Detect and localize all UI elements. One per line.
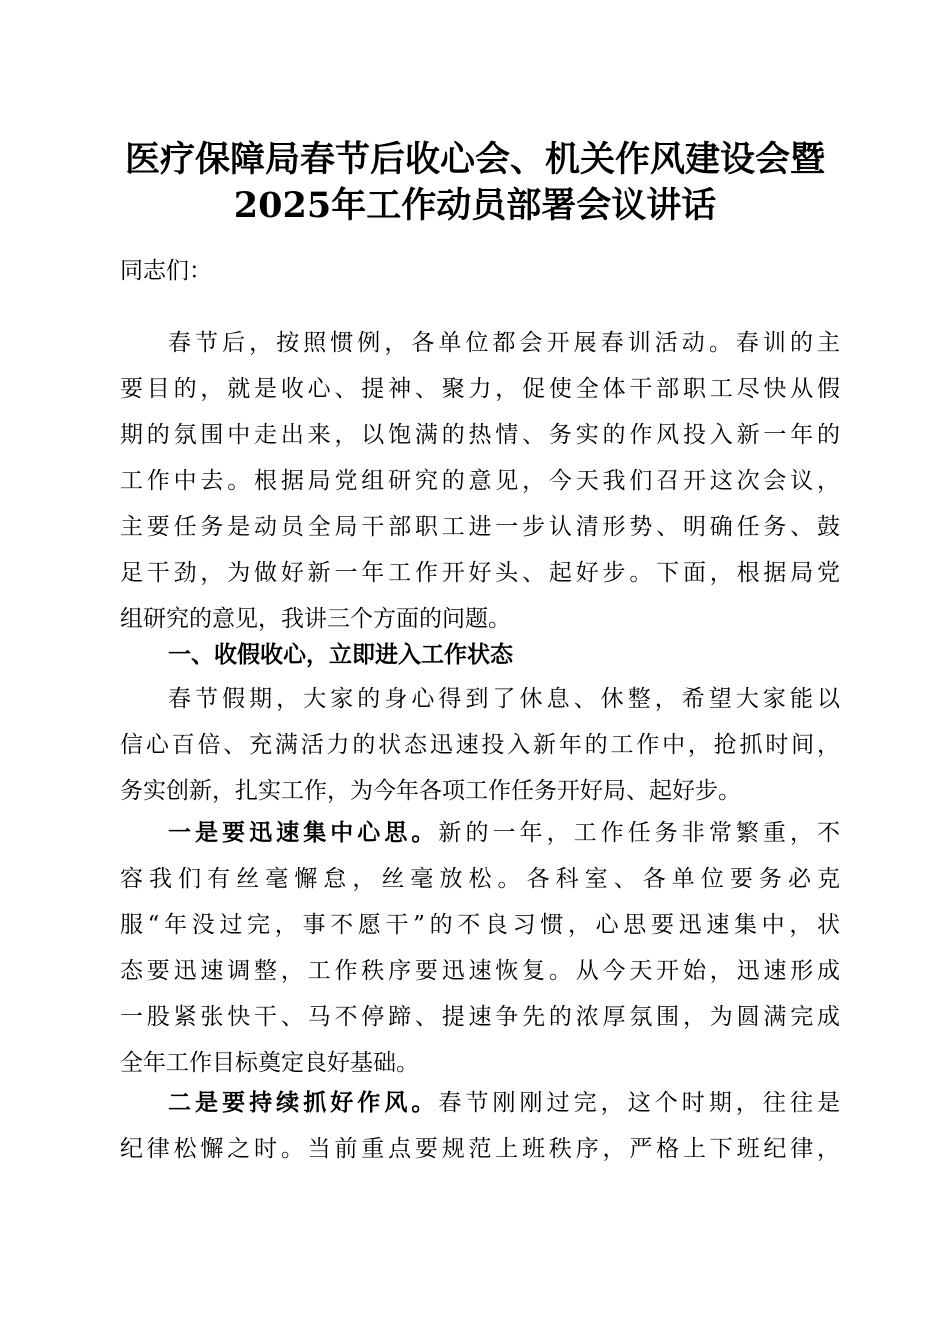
paragraph-line: 态要迅速调整，工作秩序要迅速恢复。从今天开始，迅速形成 (120, 958, 840, 984)
paragraph-line: 期的氛围中走出来，以饱满的热情、务实的作风投入新一年的 (120, 422, 840, 448)
paragraph-line: 服“年没过完，事不愿干”的不良习惯，心思要迅速集中，状 (120, 912, 840, 938)
salutation-text: 同志们： (120, 258, 212, 284)
paragraph-line: 足干劲，为做好新一年工作开好头、起好步。下面，根据局党 (120, 560, 840, 586)
paragraph-line-rest: 新的一年，工作任务非常繁重，不 (438, 820, 840, 846)
paragraph-intro (120, 320, 840, 642)
paragraph-line: 纪律松懈之时。当前重点要规范上班秩序，严格上下班纪律， (120, 1136, 840, 1162)
paragraph-line: 信心百倍、充满活力的状态迅速投入新年的工作中，抢抓时间， (120, 732, 840, 758)
paragraph-line: 工作中去。根据局党组研究的意见，今天我们召开这次会议， (120, 468, 840, 494)
section-heading-1 (120, 632, 840, 678)
paragraph-section1-intro (120, 676, 840, 814)
document-title-line-2: 2025年工作动员部署会议讲话 (233, 185, 717, 226)
paragraph-line: 组研究的意见，我讲三个方面的问题。 (120, 606, 511, 632)
paragraph-line: 全年工作目标奠定良好基础。 (120, 1050, 419, 1076)
paragraph-line: 容我们有丝毫懈怠，丝毫放松。各科室、各单位要务必克 (120, 866, 840, 892)
paragraph-line: 春节假期，大家的身心得到了休息、休整，希望大家能以 (168, 686, 840, 712)
paragraph-line (120, 810, 840, 856)
paragraph-point-1 (120, 810, 840, 1086)
paragraph-line: 一股紧张快干、马不停蹄、提速争先的浓厚氛围，为圆满完成 (120, 1004, 840, 1030)
paragraph-line (120, 1080, 840, 1126)
salutation (120, 248, 840, 294)
paragraph-line: 春节后，按照惯例，各单位都会开展春训活动。春训的主 (168, 330, 840, 356)
paragraph-line-rest: 春节刚刚过完，这个时期，往往是 (438, 1090, 840, 1116)
paragraph-point-2 (120, 1080, 840, 1172)
document-title-line-1: 医疗保障局春节后收心会、机关作风建设会暨 (124, 139, 825, 180)
paragraph-lead-text: 一是要迅速集中心思。 (168, 819, 439, 846)
paragraph-lead-text: 二是要持续抓好作风。 (168, 1089, 439, 1116)
paragraph-line: 务实创新，扎实工作，为今年各项工作任务开好局、起好步。 (120, 778, 741, 804)
paragraph-line: 主要任务是动员全局干部职工进一步认清形势、明确任务、鼓 (120, 514, 840, 540)
paragraph-line: 要目的，就是收心、提神、聚力，促使全体干部职工尽快从假 (120, 376, 840, 402)
section-heading-text: 一、收假收心，立即进入工作状态 (168, 642, 513, 668)
